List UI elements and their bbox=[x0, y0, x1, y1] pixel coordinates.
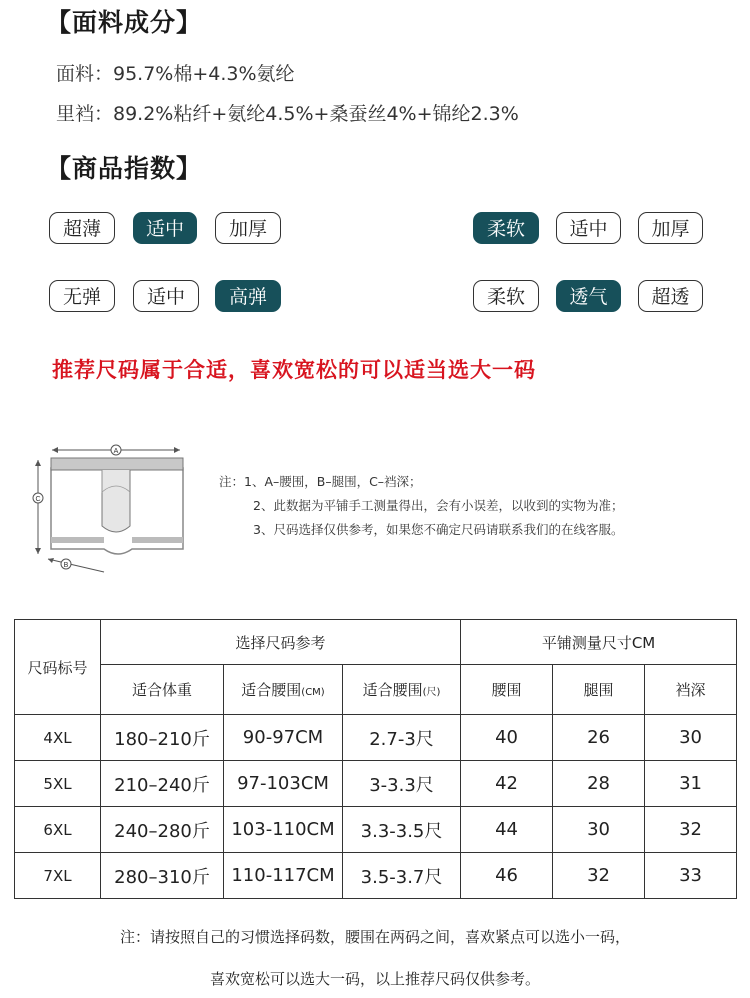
weight-cell: 240–280斤 bbox=[101, 807, 224, 853]
size-cell: 7XL bbox=[15, 853, 101, 899]
rise-cell: 31 bbox=[645, 761, 737, 807]
fabric-line-2: 里裆：89.2%粘纤+氨纶4.5%+桑蚕丝4%+锦纶2.3% bbox=[56, 103, 519, 125]
footer-note-1: 注：请按照自己的习惯选择码数，腰围在两码之间，喜欢紧点可以选小一码， bbox=[119, 928, 630, 946]
tag-medium-stretch: 适中 bbox=[133, 280, 199, 312]
rise-cell: 32 bbox=[645, 807, 737, 853]
leg-cell: 28 bbox=[553, 761, 645, 807]
table-row bbox=[15, 853, 737, 899]
size-table bbox=[14, 619, 737, 899]
leg-cell: 32 bbox=[553, 853, 645, 899]
tag-thick: 加厚 bbox=[215, 212, 281, 244]
waist-cell: 46 bbox=[461, 853, 553, 899]
weight-column-header: 适合体重 bbox=[101, 665, 224, 715]
weight-cell: 180–210斤 bbox=[101, 715, 224, 761]
rise-column-header: 裆深 bbox=[645, 665, 737, 715]
select-size-group-header: 选择尺码参考 bbox=[101, 620, 461, 665]
tag-super-breathable: 超透 bbox=[638, 280, 703, 312]
waist-column-header: 腰围 bbox=[461, 665, 553, 715]
waist-chi-unit: (尺) bbox=[422, 687, 441, 698]
tag-soft: 柔软 bbox=[473, 212, 539, 244]
diagram-note-3: 3、尺码选择仅供参考，如果您不确定尺码请联系我们的在线客服。 bbox=[253, 522, 624, 537]
size-cell: 6XL bbox=[15, 807, 101, 853]
waist-chi-cell: 3-3.3尺 bbox=[343, 761, 461, 807]
waist-chi-cell: 3.5-3.7尺 bbox=[343, 853, 461, 899]
table-row bbox=[15, 807, 737, 853]
tag-high-stretch: 高弹 bbox=[215, 280, 281, 312]
table-row bbox=[15, 761, 737, 807]
flat-measure-group-header: 平铺测量尺寸CM bbox=[461, 620, 737, 665]
waist-chi-cell: 3.3-3.5尺 bbox=[343, 807, 461, 853]
size-cell: 4XL bbox=[15, 715, 101, 761]
diagram-note-1: 注：1、A–腰围，B–腿围，C–裆深； bbox=[219, 474, 422, 489]
tag-medium-thickness: 适中 bbox=[133, 212, 197, 244]
waist-cm-header-text: 适合腰围 bbox=[241, 681, 302, 699]
tag-breathable: 透气 bbox=[556, 280, 621, 312]
tag-thick-2: 加厚 bbox=[638, 212, 703, 244]
waist-cm-cell: 90-97CM bbox=[224, 715, 343, 761]
tag-medium-softness: 适中 bbox=[556, 212, 621, 244]
waist-chi-header-text: 适合腰围 bbox=[362, 681, 423, 699]
footer-note-2: 喜欢宽松可以选大一码，以上推荐尺码仅供参考。 bbox=[209, 970, 540, 988]
waist-chi-column-header bbox=[343, 665, 461, 715]
waist-cm-cell: 97-103CM bbox=[224, 761, 343, 807]
table-row bbox=[15, 715, 737, 761]
waist-cm-cell: 110-117CM bbox=[224, 853, 343, 899]
label-b: B bbox=[63, 562, 69, 569]
waist-cm-cell: 103-110CM bbox=[224, 807, 343, 853]
size-recommendation: 推荐尺码属于合适，喜欢宽松的可以适当选大一码 bbox=[52, 358, 536, 382]
index-heading: 【商品指数】 bbox=[46, 154, 203, 183]
underwear-measure-diagram bbox=[26, 436, 206, 576]
waist-cell: 42 bbox=[461, 761, 553, 807]
waist-cm-column-header bbox=[224, 665, 343, 715]
size-cell: 5XL bbox=[15, 761, 101, 807]
label-a: A bbox=[113, 448, 119, 455]
leg-cell: 26 bbox=[553, 715, 645, 761]
waist-cell: 44 bbox=[461, 807, 553, 853]
weight-cell: 280–310斤 bbox=[101, 853, 224, 899]
diagram-note-2: 2、此数据为平铺手工测量得出，会有小误差，以收到的实物为准； bbox=[253, 498, 624, 513]
fabric-line-1: 面料：95.7%棉+4.3%氨纶 bbox=[56, 63, 295, 85]
waist-cell: 40 bbox=[461, 715, 553, 761]
tag-soft-2: 柔软 bbox=[473, 280, 539, 312]
leg-cell: 30 bbox=[553, 807, 645, 853]
fabric-heading: 【面料成分】 bbox=[46, 8, 203, 37]
waist-cm-unit: (CM) bbox=[301, 687, 325, 698]
tag-no-stretch: 无弹 bbox=[49, 280, 115, 312]
tag-thin: 超薄 bbox=[49, 212, 115, 244]
label-c: C bbox=[35, 496, 41, 503]
weight-cell: 210–240斤 bbox=[101, 761, 224, 807]
leg-column-header: 腿围 bbox=[553, 665, 645, 715]
waist-chi-cell: 2.7-3尺 bbox=[343, 715, 461, 761]
size-column-header: 尺码标号 bbox=[15, 620, 101, 715]
rise-cell: 33 bbox=[645, 853, 737, 899]
rise-cell: 30 bbox=[645, 715, 737, 761]
